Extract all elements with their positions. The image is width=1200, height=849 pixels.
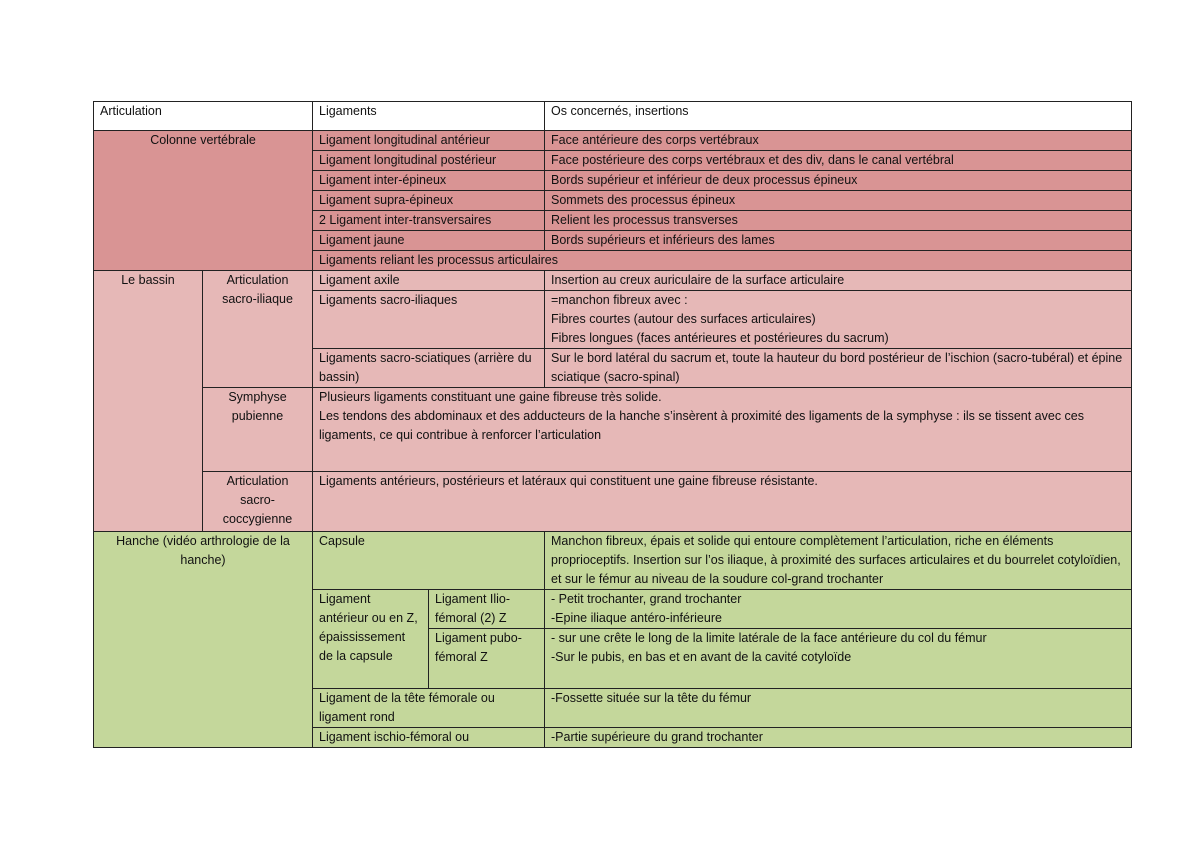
sacro-iliaque-label: Articulation sacro-iliaque (203, 271, 313, 388)
hanche-label: Hanche (vidéo arthrologie de la hanche) (94, 532, 313, 748)
insertion-cell: Face antérieure des corps vertébraux (545, 131, 1132, 151)
ligament-cell: Ligament jaune (313, 231, 545, 251)
ligament-cell: Ligament supra-épineux (313, 191, 545, 211)
insertion-cell: Relient les processus transverses (545, 211, 1132, 231)
table-row (94, 472, 1132, 532)
ligament-cell: Ligaments sacro-iliaques (313, 291, 545, 349)
ligament-cell: Ligament ischio-fémoral ou (313, 728, 545, 748)
description-cell: Ligaments antérieurs, postérieurs et latéraux qui constituent une gaine fibreuse résistante. (313, 472, 1132, 532)
table-row (94, 271, 1132, 291)
insertion-line: Fibres courtes (autour des surfaces articulaires) (551, 312, 816, 326)
insertion-cell: -Fossette située sur la tête du fémur (545, 689, 1132, 728)
table-row (94, 388, 1132, 472)
ligament-cell: Ligament longitudinal antérieur (313, 131, 545, 151)
ligament-cell: Ligaments reliant les processus articulaires (313, 251, 1132, 271)
header-os: Os concernés, insertions (545, 102, 1132, 131)
insertion-cell: Bords supérieur et inférieur de deux processus épineux (545, 171, 1132, 191)
ligament-cell: 2 Ligament inter-transversaires (313, 211, 545, 231)
insertion-line: -Sur le pubis, en bas et en avant de la cavité cotyloïde (551, 650, 852, 664)
ligament-cell: Ligament longitudinal postérieur (313, 151, 545, 171)
insertion-line: - sur une crête le long de la limite latérale de la face antérieure du col du fémur (551, 631, 987, 645)
insertion-cell: Sur le bord latéral du sacrum et, toute la hauteur du bord postérieur de l’ischion (sacro-tubéral) et épine sciatique (sacro-spinal) (545, 349, 1132, 388)
insertion-cell: Manchon fibreux, épais et solide qui entoure complètement l’articulation, riche en éléments proprioceptifs. Insertion sur l’os iliaque, à proximité des surfaces articulaires et du bourrelet cotyloïdien, et sur le fémur au niveau de la soudure col-grand trochanter (545, 532, 1132, 590)
insertion-cell: Face postérieure des corps vertébraux et des div, dans le canal vertébral (545, 151, 1132, 171)
insertion-cell: Bords supérieurs et inférieurs des lames (545, 231, 1132, 251)
ligament-cell: Ligament inter-épineux (313, 171, 545, 191)
table-row (94, 532, 1132, 590)
insertion-line: - Petit trochanter, grand trochanter (551, 592, 742, 606)
description-line: Plusieurs ligaments constituant une gaine fibreuse très solide. (319, 390, 662, 404)
anatomy-table (93, 101, 1132, 748)
insertion-line: -Epine iliaque antéro-inférieure (551, 611, 722, 625)
ligament-cell: Ligaments sacro-sciatiques (arrière du bassin) (313, 349, 545, 388)
description-cell (313, 388, 1132, 472)
bassin-label: Le bassin (94, 271, 203, 532)
ligament-subcell: Ligament pubo-fémoral Z (429, 629, 545, 689)
insertion-cell: Sommets des processus épineux (545, 191, 1132, 211)
ligament-cell: Ligament antérieur ou en Z, épaississement de la capsule (313, 590, 429, 689)
ligament-cell: Ligament axile (313, 271, 545, 291)
insertion-line: Fibres longues (faces antérieures et postérieures du sacrum) (551, 331, 889, 345)
header-articulation: Articulation (94, 102, 313, 131)
ligament-cell: Ligament de la tête fémorale ou ligament rond (313, 689, 545, 728)
colonne-label: Colonne vertébrale (94, 131, 313, 271)
insertion-line: =manchon fibreux avec : (551, 293, 688, 307)
header-row (94, 102, 1132, 131)
table-row (94, 131, 1132, 151)
ligament-subcell: Ligament Ilio-fémoral (2) Z (429, 590, 545, 629)
insertion-cell (545, 291, 1132, 349)
symphyse-label: Symphyse pubienne (203, 388, 313, 472)
header-ligaments: Ligaments (313, 102, 545, 131)
sacro-coccygienne-label: Articulation sacro-coccygienne (203, 472, 313, 532)
insertion-cell (545, 590, 1132, 629)
description-line: Les tendons des abdominaux et des adducteurs de la hanche s’insèrent à proximité des ligaments de la symphyse : ils se tissent avec ces ligaments, ce qui contribue à renforcer l’articulation (319, 409, 1085, 442)
ligament-cell: Capsule (313, 532, 545, 590)
insertion-cell: -Partie supérieure du grand trochanter (545, 728, 1132, 748)
insertion-cell (545, 629, 1132, 689)
insertion-cell: Insertion au creux auriculaire de la surface articulaire (545, 271, 1132, 291)
